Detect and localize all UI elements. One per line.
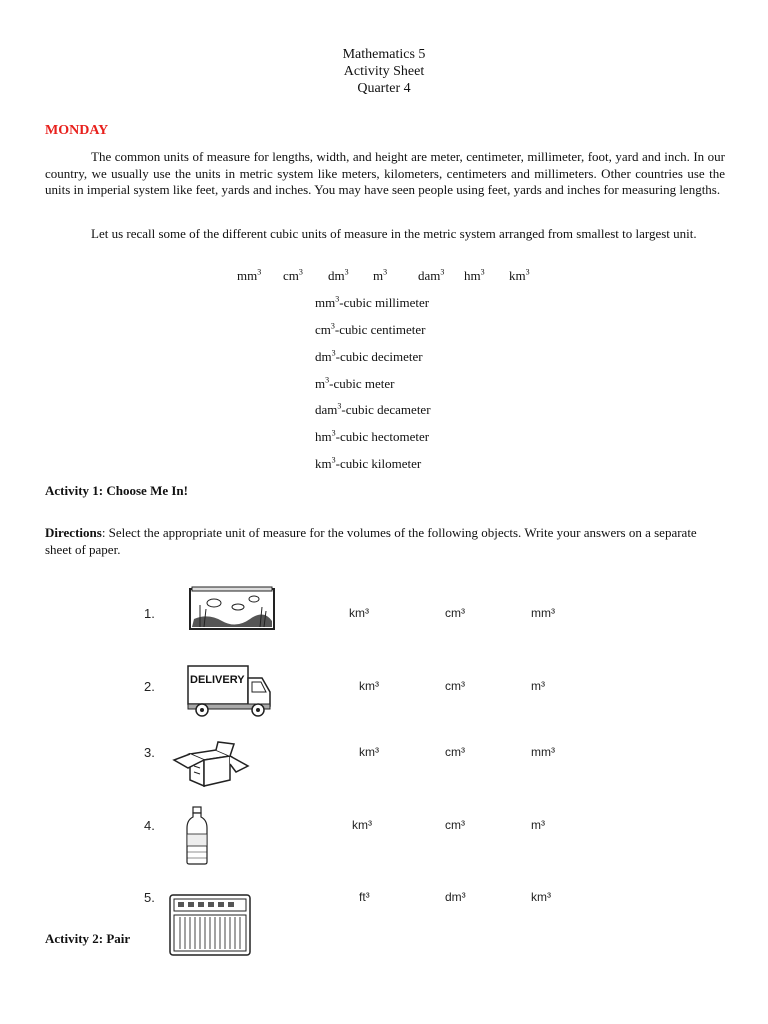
cardboard-box-icon (172, 740, 252, 788)
item-3-option-3: mm³ (531, 745, 555, 759)
item-5-option-1: ft³ (359, 890, 370, 904)
unit-mm: $mm^3$ (237, 267, 262, 283)
unit-km: $km^3$ (509, 267, 530, 283)
activity1-title: Activity 1: Choose Me In! (45, 483, 188, 498)
item-1-option-2: cm³ (445, 606, 465, 620)
item-2-option-3: m³ (531, 679, 545, 693)
doc-quarter: Quarter 4 (357, 81, 411, 96)
water-bottle-icon (183, 806, 211, 866)
definition-mm: $mm^3$-cubic millimeter (315, 294, 430, 310)
item-2-option-2: cm³ (445, 679, 465, 693)
air-conditioner-icon (168, 893, 252, 957)
directions-text: : Select the appropriate unit of measure for the volumes of the following objects. Write your answers on a separate sheet of paper. (45, 525, 697, 557)
definition-dam: dam$^3$-cubic decameter (315, 401, 431, 417)
item-5-number: 5. (144, 890, 155, 905)
item-1-option-1: km³ (349, 606, 369, 620)
item-2-number: 2. (144, 679, 155, 694)
item-4-number: 4. (144, 818, 155, 833)
doc-title: Mathematics 5 (342, 47, 426, 62)
intro-paragraph: The common units of measure for lengths, width, and height are meter, centimeter, millimeter, foot, yard and inch. In our country, we usually use the units in metric system like meters, kilometers, centimeters and millimeters. Other countries use the units in imperial system like feet, yards and inches. You may have seen people using feet, yards and inches for measuring lengths. (45, 149, 725, 197)
item-3-option-2: cm³ (445, 745, 465, 759)
item-4-option-3: m³ (531, 818, 545, 832)
definition-dm: $dm^3$-cubic decimeter (315, 348, 423, 364)
delivery-truck-icon (186, 664, 272, 718)
item-5-option-2: dm³ (445, 890, 466, 904)
day-heading: MONDAY (45, 123, 109, 138)
item-4-option-1: km³ (352, 818, 372, 832)
recall-paragraph: Let us recall some of the different cubic units of measure in the metric system arranged from smallest to largest unit. (91, 226, 697, 241)
item-4-option-2: cm³ (445, 818, 465, 832)
item-1-option-3: mm³ (531, 606, 555, 620)
definition-cm: $cm^3$-cubic centimeter (315, 321, 426, 337)
definition-km: $km^3$-cubic kilometer (315, 455, 422, 471)
definition-hm: $hm^3$-cubic hectometer (315, 428, 430, 444)
directions-label: Directions (45, 525, 102, 540)
doc-subtitle: Activity Sheet (343, 64, 425, 79)
unit-dm: $dm^3$ (328, 267, 349, 283)
directions (45, 525, 725, 558)
unit-dam: dam$^3$ (418, 267, 445, 283)
definition-m: $m^3$-cubic meter (315, 375, 395, 391)
item-1-number: 1. (144, 606, 155, 621)
item-3-option-1: km³ (359, 745, 379, 759)
item-2-option-1: km³ (359, 679, 379, 693)
unit-hm: $hm^3$ (464, 267, 485, 283)
truck-label: DELIVERY (190, 674, 245, 686)
truck-drawing (186, 664, 272, 718)
unit-m: $m^3$ (373, 267, 388, 283)
unit-cm: $cm^3$ (283, 267, 303, 283)
item-3-number: 3. (144, 745, 155, 760)
aquarium-icon (188, 585, 276, 633)
item-5-option-3: km³ (531, 890, 551, 904)
activity2-title: Activity 2: Pair (45, 931, 131, 946)
